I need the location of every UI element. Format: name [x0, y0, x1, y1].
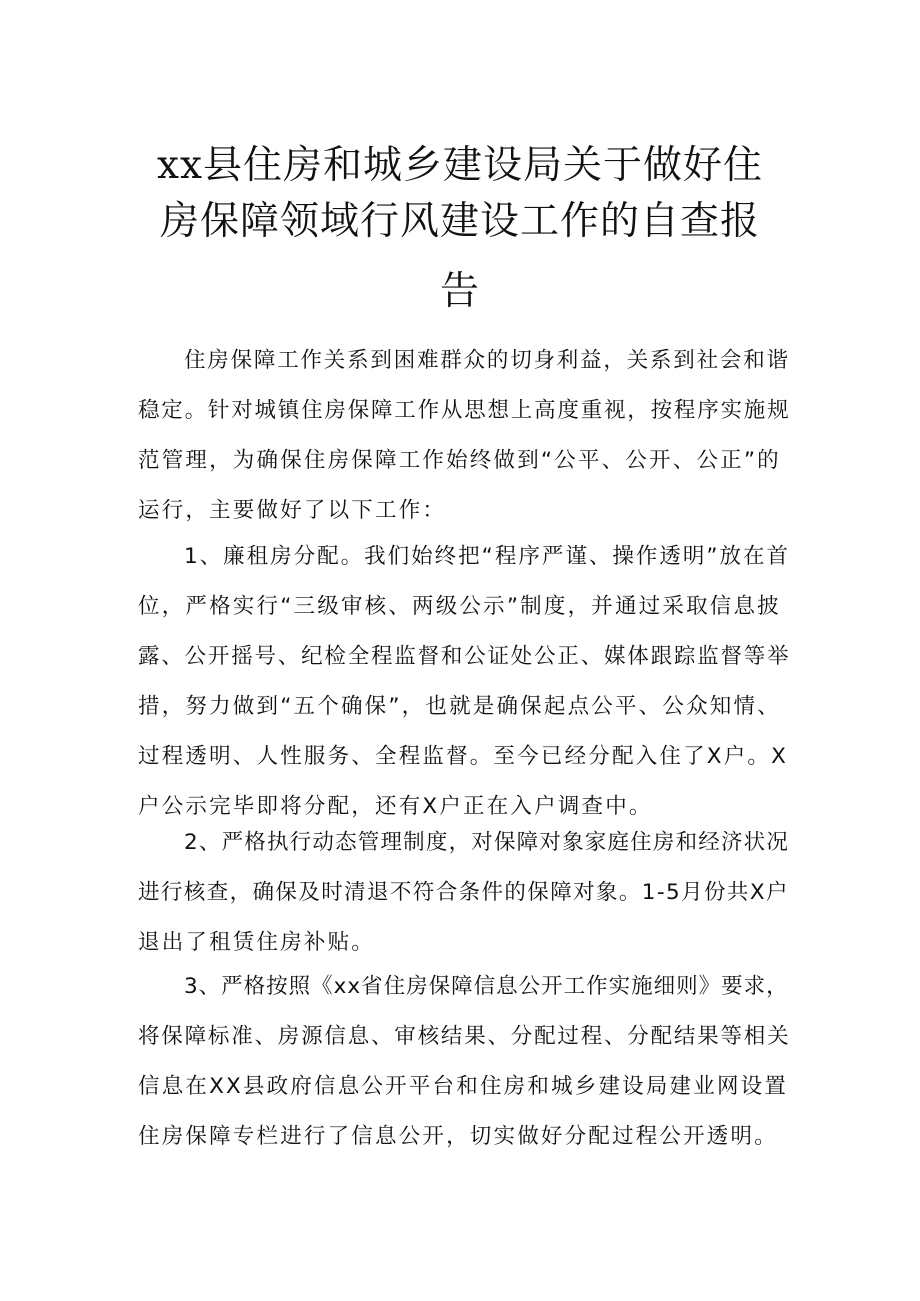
paragraph-line: 稳定。针对城镇住房保障工作从思想上高度重视，按程序实施规 — [138, 398, 791, 423]
paragraph-item-1 — [138, 532, 792, 832]
paragraph-line: 过程透明、人性服务、全程监督。至今已经分配入住了X户。X — [138, 744, 789, 769]
document-title-line-2: 房保障领域行风建设工作的自查报 — [159, 199, 760, 244]
paragraph-line: 露、公开摇号、纪检全程监督和公证处公正、媒体跟踪监督等举 — [138, 644, 791, 669]
paragraph-intro — [138, 336, 792, 536]
paragraph-line: 范管理，为确保住房保障工作始终做到“公平、公开、公正”的 — [138, 448, 781, 473]
paragraph-line: 运行，主要做好了以下工作： — [138, 498, 447, 523]
document-title-line-1: xx县住房和城乡建设局关于做好住 — [157, 143, 763, 188]
paragraph-line: 信息在XX县政府信息公开平台和住房和城乡建设局建业网设置 — [138, 1074, 789, 1099]
paragraph-item-3 — [138, 962, 792, 1162]
paragraph-line: 将保障标准、房源信息、审核结果、分配过程、分配结果等相关 — [138, 1024, 791, 1049]
paragraph-line: 退出了租赁住房补贴。 — [138, 930, 376, 955]
paragraph-line: 措，努力做到“五个确保”，也就是确保起点公平、公众知情、 — [138, 694, 781, 719]
paragraph-line: 2、严格执行动态管理制度，对保障对象家庭住房和经济状况 — [184, 830, 790, 855]
paragraph-line: 3、严格按照《xx省住房保障信息公开工作实施细则》要求， — [184, 974, 789, 999]
paragraph-line: 位，严格实行“三级审核、两级公示”制度，并通过采取信息披 — [138, 594, 781, 619]
paragraph-line: 住房保障专栏进行了信息公开，切实做好分配过程公开透明。 — [138, 1124, 778, 1149]
document-title-line-3: 告 — [439, 269, 480, 314]
paragraph-line: 住房保障工作关系到困难群众的切身利益，关系到社会和谐 — [184, 348, 790, 373]
paragraph-line: 进行核查，确保及时清退不符合条件的保障对象。1-5月份共X户 — [138, 880, 789, 905]
paragraph-line: 户公示完毕即将分配，还有X户正在入户调查中。 — [138, 794, 653, 819]
paragraph-line: 1、廉租房分配。我们始终把“程序严谨、操作透明”放在首 — [184, 544, 790, 569]
paragraph-item-2 — [138, 818, 792, 968]
